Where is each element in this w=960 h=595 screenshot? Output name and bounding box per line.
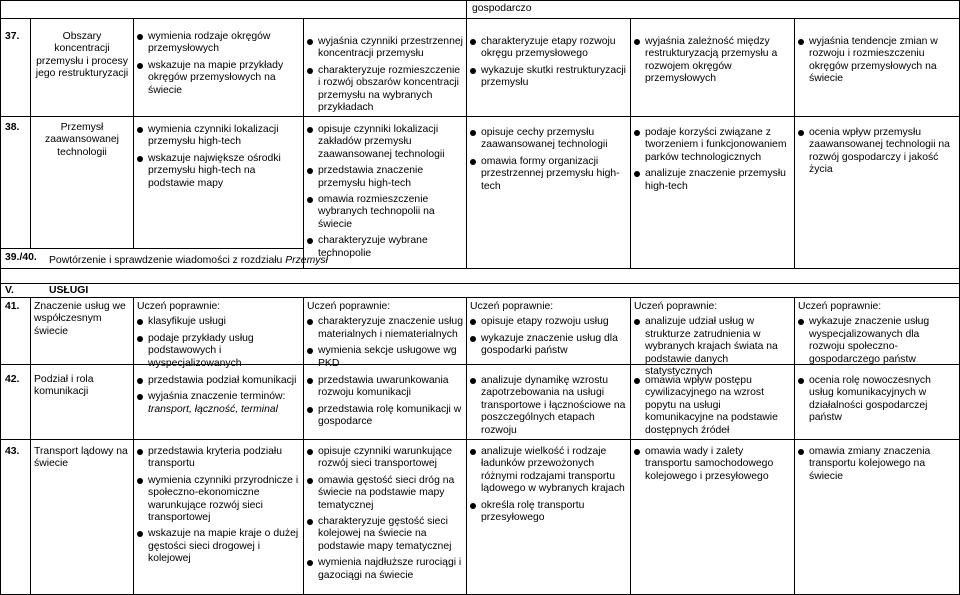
topic-cell: Przemysł zaawansowanej technologii bbox=[45, 122, 119, 158]
grid-line bbox=[794, 297, 795, 595]
bullet-item: wyjaśnia czynniki przestrzennej koncentracji przemysłu bbox=[307, 36, 464, 61]
requirements-cell bbox=[137, 446, 299, 570]
student-label: Uczeń poprawnie: bbox=[307, 301, 391, 312]
bullet-item: omawia formy organizacji przestrzennej przemysłu high-tech bbox=[470, 156, 627, 193]
grid-line bbox=[0, 0, 960, 1]
grid-line bbox=[303, 18, 304, 268]
requirements-cell bbox=[798, 301, 956, 370]
bullet-item: przedstawia znaczenie przemysłu high-tech bbox=[307, 165, 464, 190]
requirements-cell bbox=[470, 301, 627, 362]
bullet-item: omawia rozmieszczenie wybranych technopolii na świecie bbox=[307, 194, 464, 231]
grid-line bbox=[303, 297, 304, 595]
bullet-item: podaje korzyści związane z tworzeniem i funkcjonowaniem parków technologicznych bbox=[634, 127, 791, 164]
section-title: USŁUGI bbox=[49, 285, 89, 296]
bullet-item: opisuje cechy przemysłu zaawansowanej technologii bbox=[470, 127, 627, 152]
requirements-cell bbox=[137, 301, 299, 374]
grid-line bbox=[466, 297, 467, 595]
requirements-cell bbox=[634, 375, 791, 441]
grid-line bbox=[0, 0, 1, 595]
requirements-cell bbox=[798, 127, 956, 181]
bullet-item: podaje przykłady usług podstawowych i wyspecjalizowanych bbox=[137, 333, 299, 370]
bullet-item: przedstawia kryteria podziału transportu bbox=[137, 446, 299, 471]
row-number: 38. bbox=[5, 122, 20, 133]
requirements-cell bbox=[307, 375, 464, 433]
topic-cell: Znaczenie usług we współczesnym świecie bbox=[34, 301, 126, 337]
requirements-cell bbox=[137, 124, 299, 194]
bullet-item: charakteryzuje wybrane technopolie bbox=[307, 235, 464, 260]
bullet-item: przedstawia podział komunikacji bbox=[137, 375, 299, 387]
review-text: Powtórzenie i sprawdzenie wiadomości z rozdziału Przemysł bbox=[49, 255, 328, 266]
requirements-cell bbox=[470, 36, 627, 94]
bullet-item: omawia wady i zalety transportu samochodowego kolejowego i przesyłowego bbox=[634, 446, 791, 483]
bullet-item: opisuje czynniki lokalizacji zakładów przemysłu zaawansowanej technologii bbox=[307, 124, 464, 161]
bullet-item: wymienia sekcje usługowe wg PKD bbox=[307, 345, 464, 370]
requirements-cell bbox=[470, 127, 627, 197]
bullet-item: analizuje udział usług w strukturze zatrudnienia w wybranych krajach świata na podstawie danych statystycznych bbox=[634, 316, 791, 378]
topic-cell: Podział i rola komunikacji bbox=[34, 374, 94, 398]
grid-line bbox=[133, 297, 134, 595]
bullet-item: wyjaśnia zależność między restrukturyzacją przemysłu a rozwojem okręgów przemysłowych bbox=[634, 36, 791, 86]
requirements-cell bbox=[307, 301, 464, 374]
grid-line bbox=[0, 116, 960, 117]
grid-line bbox=[794, 18, 795, 268]
grid-line bbox=[0, 18, 960, 19]
topic-cell: Obszary koncentracji przemysłu i procesy jego restrukturyzacji bbox=[35, 31, 129, 80]
bullet-item: wykazuje znaczenie usług wyspecjalizowanych dla rozwoju społeczno-gospodarczego państw bbox=[798, 316, 956, 366]
grid-line bbox=[0, 248, 303, 249]
requirements-cell bbox=[470, 446, 627, 528]
bullet-item: ocenia rolę nowoczesnych usług komunikacyjnych w działalności gospodarczej państw bbox=[798, 375, 956, 425]
grid-line bbox=[466, 0, 467, 268]
grid-line bbox=[630, 297, 631, 595]
bullet-item: przedstawia rolę komunikacji w gospodarce bbox=[307, 404, 464, 429]
student-label: Uczeń poprawnie: bbox=[634, 301, 718, 312]
bullet-item: klasyfikuje usługi bbox=[137, 316, 299, 328]
bullet-item: analizuje dynamikę wzrostu zapotrzebowania na usługi transportowe i łącznościowe na poszczególnych etapach rozwoju bbox=[470, 375, 627, 437]
bullet-item: analizuje wielkość i rodzaje ładunków przewożonych różnymi rodzajami transportu lądowego w wybranych krajach bbox=[470, 446, 627, 496]
requirements-cell bbox=[307, 446, 464, 586]
requirements-cell bbox=[798, 36, 956, 90]
requirements-cell bbox=[634, 127, 791, 197]
grid-line bbox=[0, 283, 960, 284]
bullet-item: omawia wpływ postępu cywilizacyjnego na wzrost popytu na usługi komunikacyjne na podstawie dostępnych źródeł bbox=[634, 375, 791, 437]
grid-line bbox=[630, 18, 631, 268]
row-number: 42. bbox=[5, 374, 20, 385]
row-number: 43. bbox=[5, 446, 20, 457]
student-label: Uczeń poprawnie: bbox=[137, 301, 221, 312]
section-number: V. bbox=[5, 285, 14, 296]
requirements-cell bbox=[137, 31, 299, 101]
requirements-cell bbox=[798, 446, 956, 487]
bullet-item: wymienia czynniki przyrodnicze i społeczno-ekonomiczne warunkujące rozwój sieci transportowej bbox=[137, 475, 299, 525]
bullet-item: wykazuje znaczenie usług dla gospodarki państw bbox=[470, 333, 627, 358]
bullet-item: określa rolę transportu przesyłowego bbox=[470, 500, 627, 525]
row-number: 41. bbox=[5, 301, 20, 312]
row-number: 39./40. bbox=[5, 252, 37, 263]
requirements-cell bbox=[634, 446, 791, 487]
requirements-cell bbox=[470, 375, 627, 441]
bullet-item: wymienia czynniki lokalizacji przemysłu high-tech bbox=[137, 124, 299, 149]
grid-line bbox=[30, 297, 31, 595]
grid-line bbox=[0, 297, 960, 298]
requirements-cell bbox=[634, 36, 791, 90]
student-label: Uczeń poprawnie: bbox=[470, 301, 554, 312]
bullet-item: wskazuje na mapie przykłady okręgów przemysłowych na świecie bbox=[137, 60, 299, 97]
requirements-cell bbox=[307, 124, 464, 264]
requirements-cell bbox=[634, 301, 791, 382]
header-cell: gospodarczo bbox=[472, 3, 532, 14]
bullet-item: omawia zmiany znaczenia transportu kolejowego na świecie bbox=[798, 446, 956, 483]
bullet-item: ocenia wpływ przemysłu zaawansowanej technologii na rozwój gospodarczy i jakość życia bbox=[798, 127, 956, 177]
bullet-item: wymienia rodzaje okręgów przemysłowych bbox=[137, 31, 299, 56]
grid-line bbox=[0, 268, 960, 269]
bullet-item: wskazuje największe ośrodki przemysłu high-tech na podstawie mapy bbox=[137, 153, 299, 190]
bullet-item: wskazuje na mapie kraje o dużej gęstości sieci drogowej i kolejowej bbox=[137, 528, 299, 565]
bullet-item: opisuje etapy rozwoju usług bbox=[470, 316, 627, 328]
topic-cell: Transport lądowy na świecie bbox=[34, 446, 128, 470]
bullet-item: charakteryzuje znaczenie usług materialnych i niematerialnych bbox=[307, 316, 464, 341]
grid-line bbox=[30, 18, 31, 248]
bullet-item: wymienia najdłuższe rurociągi i gazociągi na świecie bbox=[307, 557, 464, 582]
student-label: Uczeń poprawnie: bbox=[798, 301, 882, 312]
requirements-cell bbox=[137, 375, 299, 420]
bullet-item: charakteryzuje etapy rozwoju okręgu przemysłowego bbox=[470, 36, 627, 61]
bullet-item: wykazuje skutki restrukturyzacji przemysłu bbox=[470, 65, 627, 90]
bullet-item: charakteryzuje rozmieszczenie i rozwój obszarów koncentracji przemysłu na wybranych przykładach bbox=[307, 65, 464, 115]
bullet-item: analizuje znaczenie przemysłu high-tech bbox=[634, 168, 791, 193]
bullet-item: wyjaśnia znaczenie terminów: transport, łączność, terminal bbox=[137, 391, 299, 416]
requirements-cell bbox=[798, 375, 956, 429]
bullet-item: przedstawia uwarunkowania rozwoju komunikacji bbox=[307, 375, 464, 400]
bullet-item: wyjaśnia tendencje zmian w rozwoju i rozmieszczeniu okręgów przemysłowych na świecie bbox=[798, 36, 956, 86]
grid-line bbox=[133, 18, 134, 248]
bullet-item: charakteryzuje gęstość sieci kolejowej na świecie na podstawie mapy tematycznej bbox=[307, 516, 464, 553]
bullet-item: opisuje czynniki warunkujące rozwój sieci transportowej bbox=[307, 446, 464, 471]
requirements-cell bbox=[307, 36, 464, 118]
row-number: 37. bbox=[5, 31, 20, 42]
bullet-item: omawia gęstość sieci dróg na świecie na podstawie mapy tematycznej bbox=[307, 475, 464, 512]
